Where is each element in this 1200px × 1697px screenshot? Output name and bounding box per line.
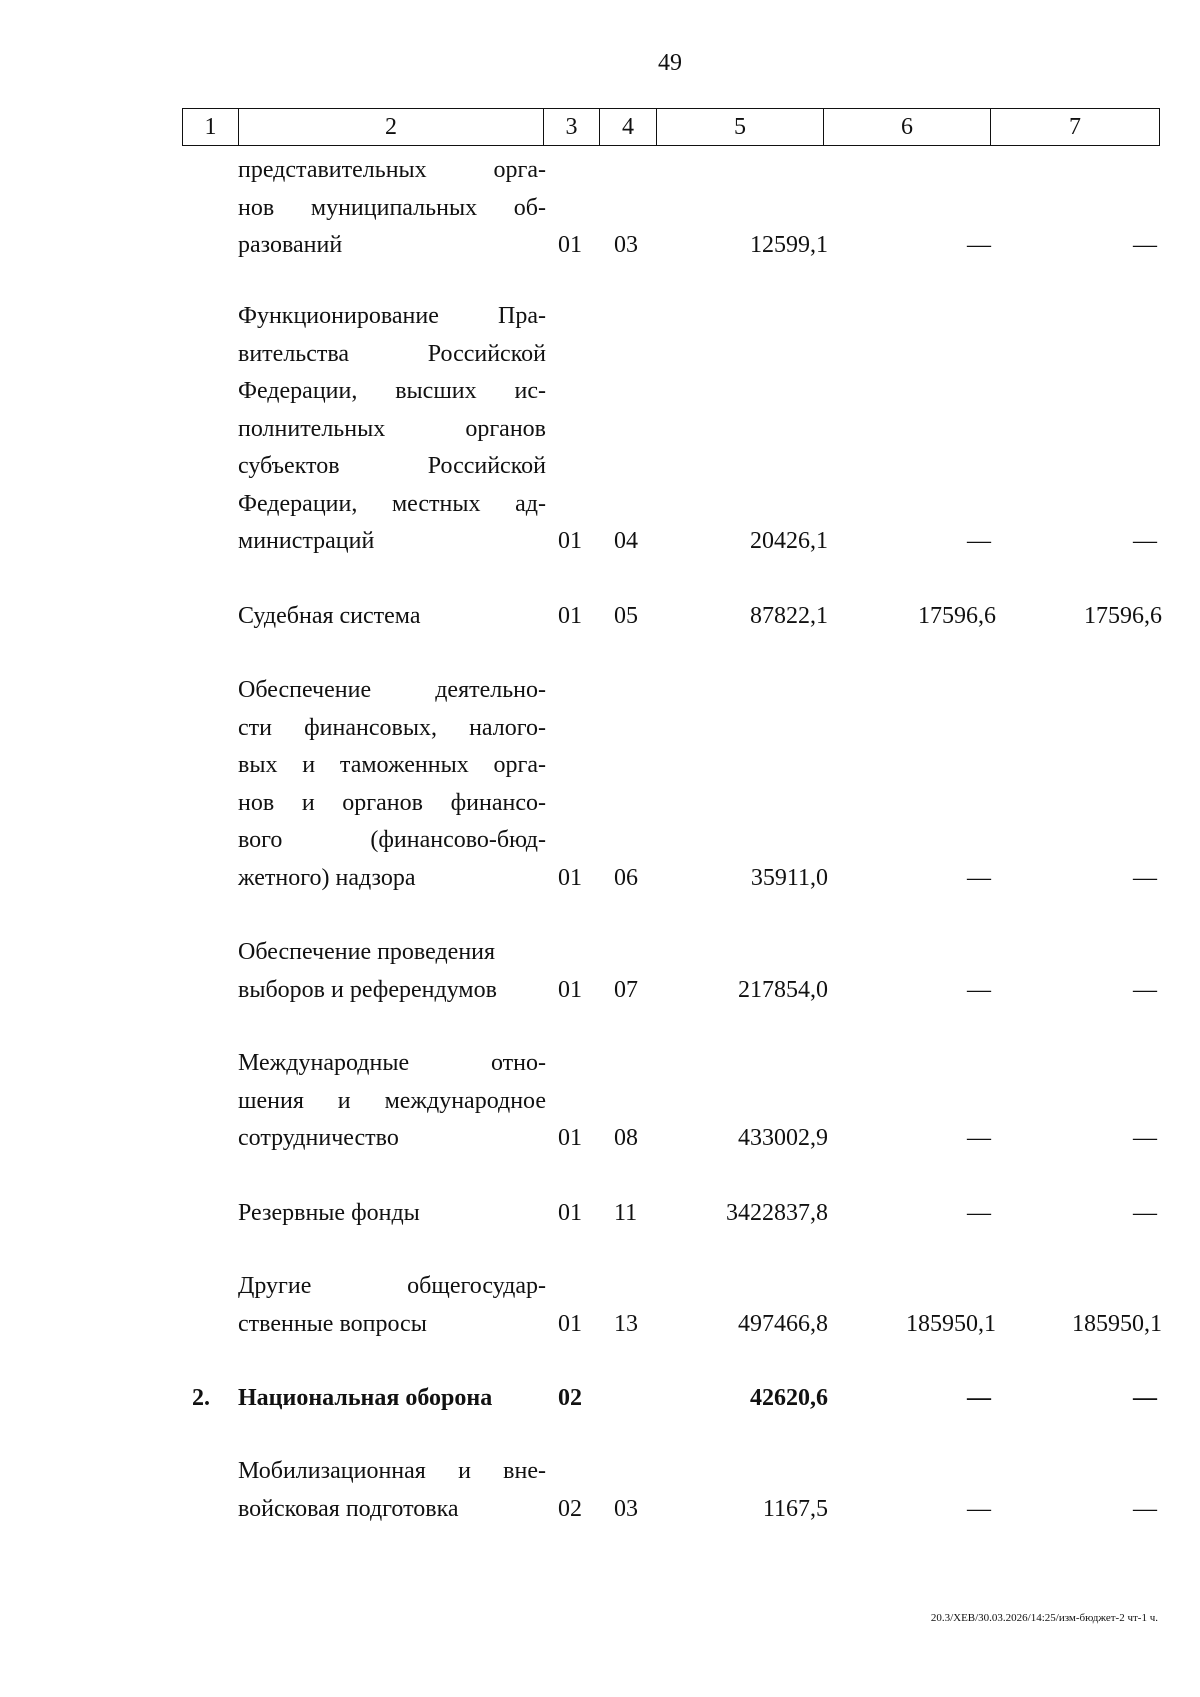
amount-col6: — [967, 528, 991, 554]
amount-col5: 87822,1 [750, 603, 828, 629]
row-name: Национальная оборона [238, 1385, 493, 1411]
amount-col6: — [967, 976, 991, 1003]
column-header-7: 7 [991, 109, 1160, 146]
amount-col6: — [967, 1495, 991, 1522]
amount-col7: — [1133, 1125, 1157, 1151]
amount-col5: 217854,0 [738, 976, 828, 1003]
amount-col5: 12599,1 [750, 232, 828, 258]
section-code: 01 [558, 1125, 582, 1151]
subsection-code: 13 [614, 1310, 638, 1337]
subsection-code: 03 [614, 1495, 638, 1522]
amount-col7: — [1133, 528, 1157, 554]
column-header-row [182, 108, 1160, 146]
amount-col7: — [1133, 1385, 1157, 1411]
section-code: 01 [558, 1310, 582, 1337]
row-name: Мобилизационная и вне- войсковая подготовка [238, 1458, 546, 1522]
column-header-4: 4 [600, 109, 657, 146]
section-code: 01 [558, 1200, 582, 1226]
section-number: 2. [192, 1385, 210, 1411]
subsection-code: 11 [614, 1200, 638, 1226]
amount-col6: — [967, 1200, 991, 1226]
amount-col6: 185950,1 [906, 1310, 996, 1337]
section-code: 01 [558, 864, 582, 891]
row-name: Обеспечение проведения выборов и референдумов [238, 939, 497, 1003]
amount-col7: 185950,1 [1072, 1310, 1162, 1337]
subsection-code: 07 [614, 976, 638, 1003]
amount-col6: — [967, 1125, 991, 1151]
subsection-code: 05 [614, 603, 638, 629]
column-header-5: 5 [657, 109, 824, 146]
page-number: 49 [658, 50, 682, 76]
amount-col6: — [967, 1385, 991, 1411]
amount-col7: — [1133, 232, 1157, 258]
amount-col7: — [1133, 976, 1157, 1003]
column-header-3: 3 [544, 109, 600, 146]
column-header-2: 2 [239, 109, 544, 146]
subsection-code: 04 [614, 528, 638, 554]
amount-col5: 35911,0 [750, 864, 828, 891]
section-code: 01 [558, 976, 582, 1003]
amount-col5: 1167,5 [762, 1495, 828, 1522]
amount-col6: 17596,6 [918, 603, 996, 629]
amount-col5: 433002,9 [738, 1125, 828, 1151]
row-name: Международные отно- шения и международное сотрудничество [238, 1050, 546, 1151]
column-header-1: 1 [183, 109, 239, 146]
row-name: Обеспечение деятельно- сти финансовых, налого- вых и таможенных орга- нов и органов финансо- вого (финансово-бюд- жетного) надзора [238, 677, 546, 891]
section-code: 02 [558, 1385, 582, 1411]
row-name: Функционирование Пра- вительства Российской Федерации, высших ис- полнительных органов субъектов Российской Федерации, местных ад- министраций [238, 303, 546, 554]
amount-col5: 42620,6 [750, 1385, 828, 1411]
amount-col5: 3422837,8 [726, 1200, 828, 1226]
row-name: Другие общегосудар- ственные вопросы [238, 1273, 546, 1337]
document-footer-code: 20.3/ХЕВ/30.03.2026/14:25/изм-бюджет-2 чт-1 ч. [930, 1612, 1158, 1624]
section-code: 01 [558, 528, 582, 554]
row-name: Резервные фонды [238, 1200, 420, 1226]
amount-col6: — [967, 864, 991, 891]
subsection-code: 06 [614, 864, 638, 891]
amount-col5: 20426,1 [750, 528, 828, 554]
amount-col7: — [1133, 1200, 1157, 1226]
section-code: 01 [558, 603, 582, 629]
row-name: Судебная система [238, 603, 421, 629]
section-code: 02 [558, 1495, 582, 1522]
amount-col7: — [1133, 864, 1157, 891]
amount-col7: 17596,6 [1084, 603, 1162, 629]
column-header-6: 6 [824, 109, 991, 146]
subsection-code: 08 [614, 1125, 638, 1151]
amount-col6: — [967, 232, 991, 258]
row-name: представительных орга- нов муниципальных об- разований [238, 157, 546, 258]
section-code: 01 [558, 232, 582, 258]
amount-col7: — [1133, 1495, 1157, 1522]
amount-col5: 497466,8 [738, 1310, 828, 1337]
subsection-code: 03 [614, 232, 638, 258]
